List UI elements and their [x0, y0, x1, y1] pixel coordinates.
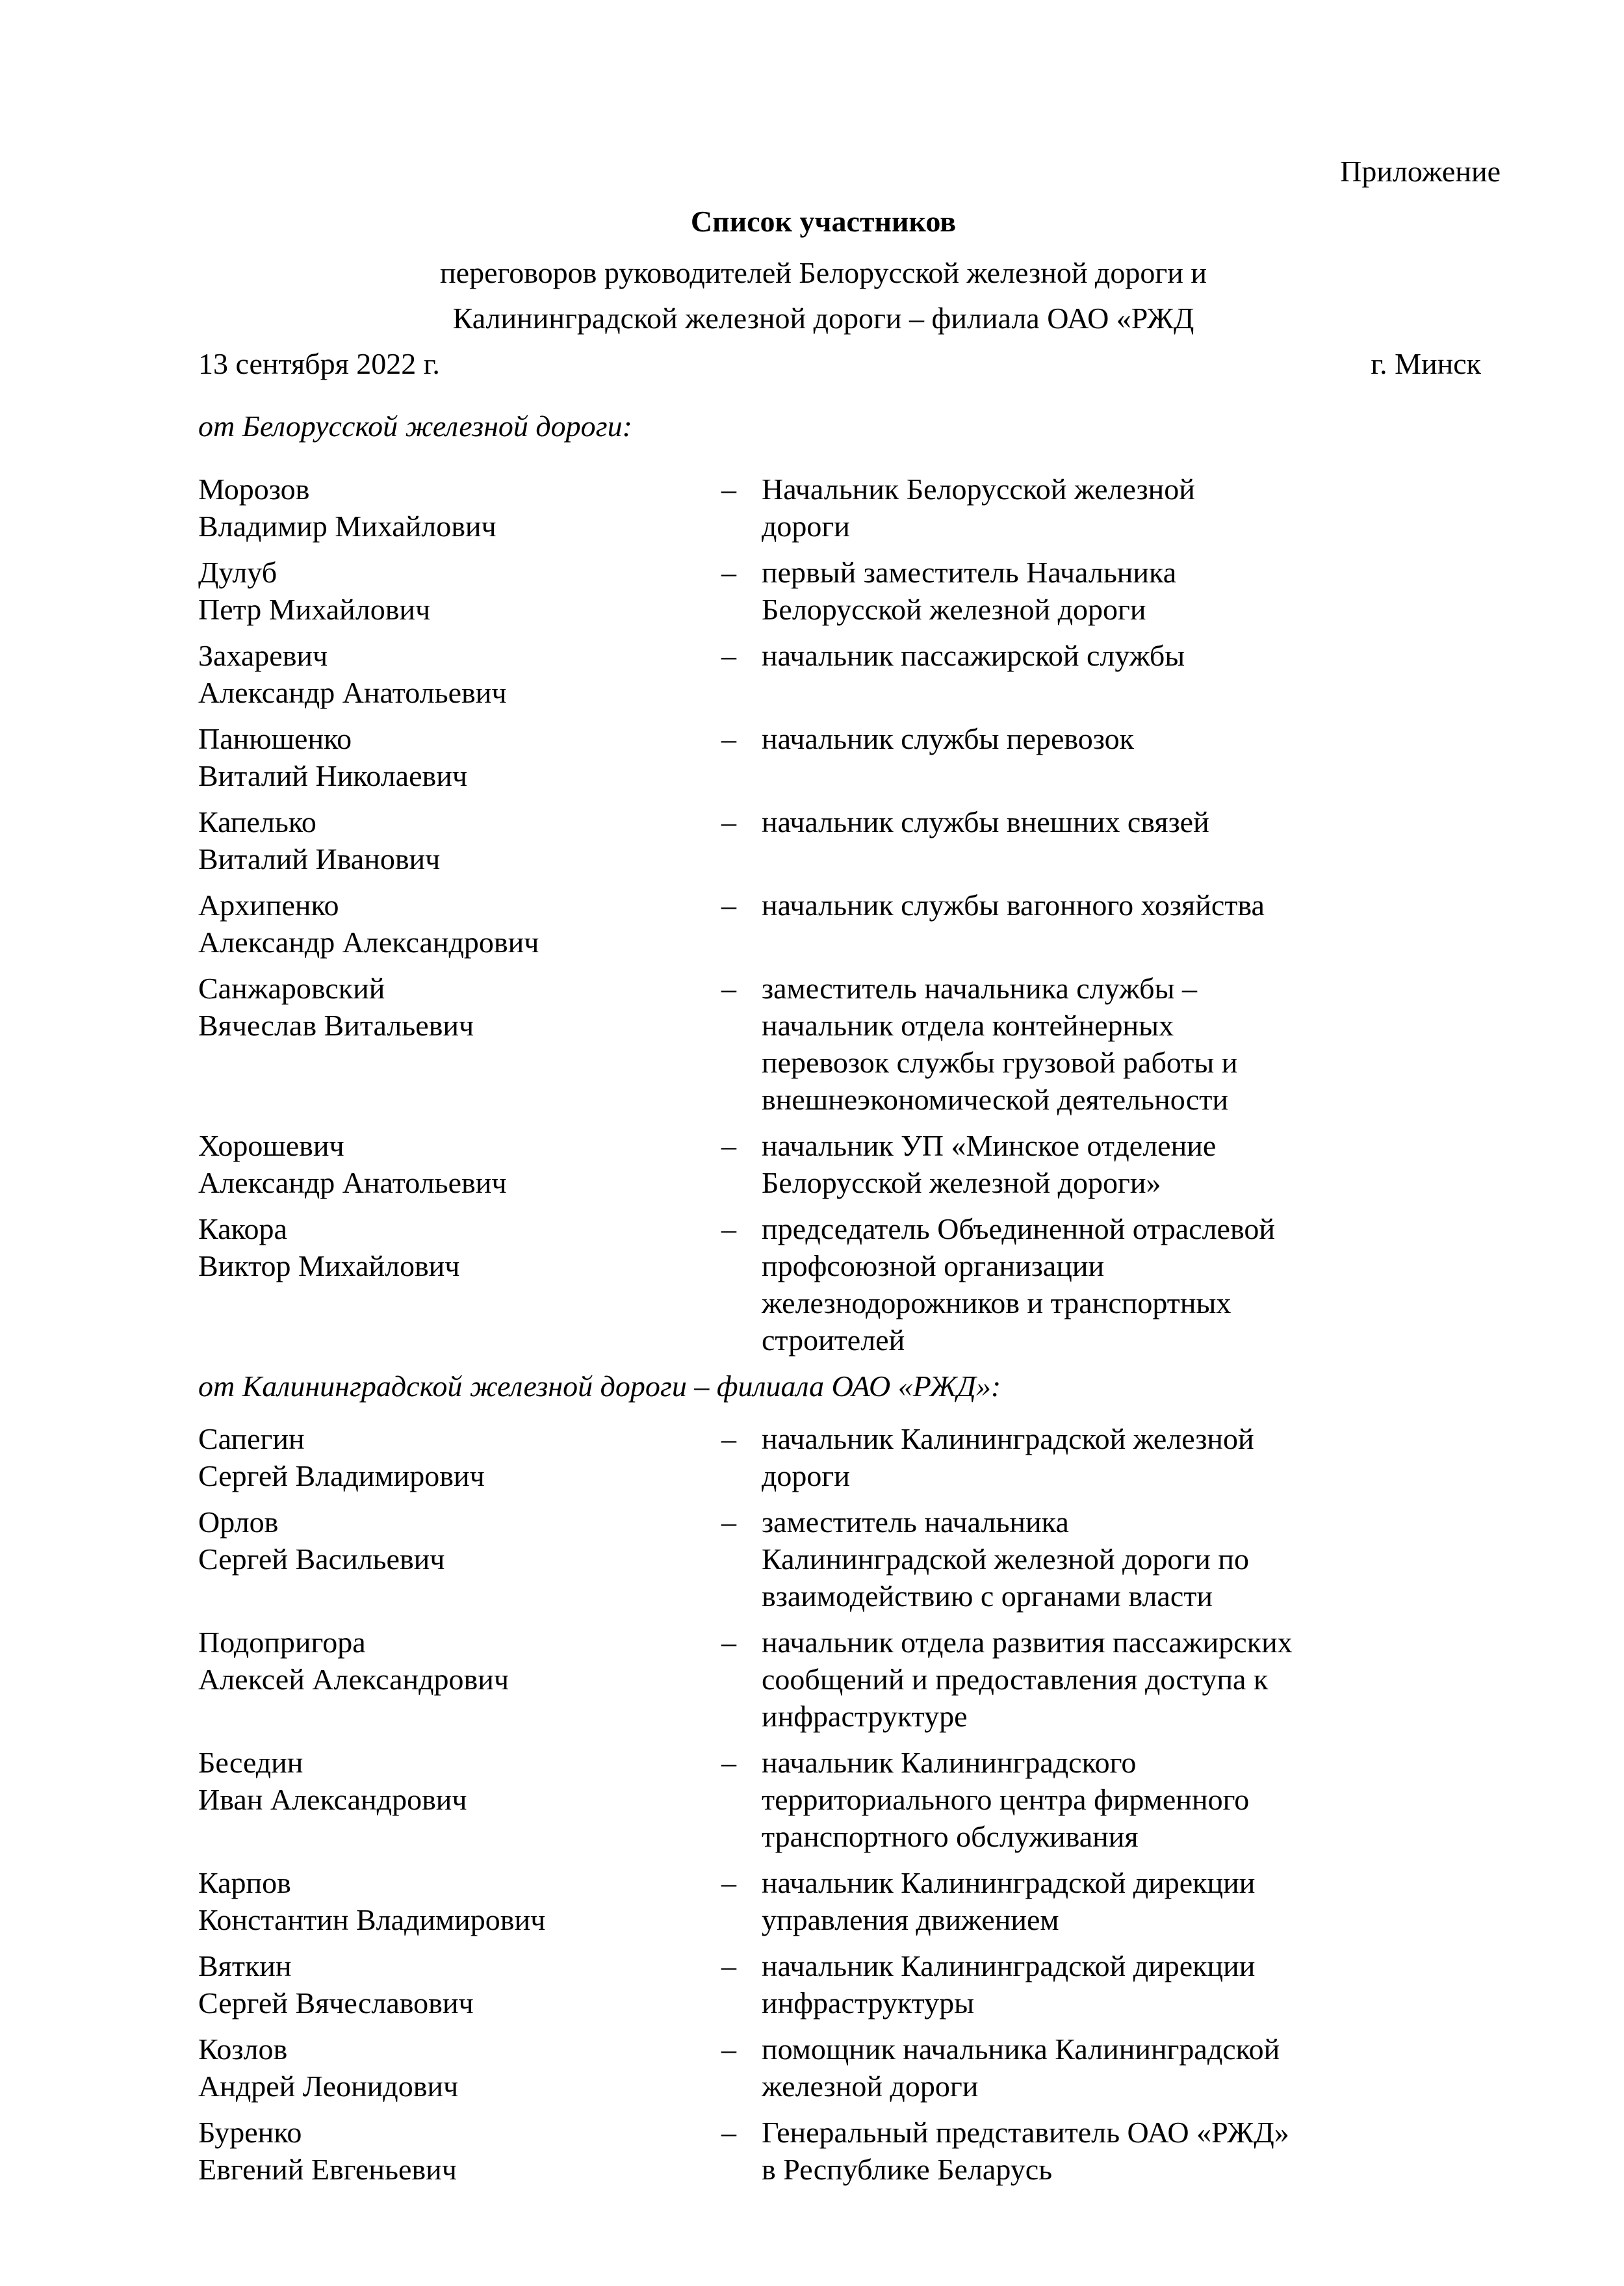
participant-position-lines: начальник службы вагонного хозяйства: [762, 889, 1265, 922]
participant-given-names: Петр Михайлович: [198, 593, 431, 626]
participant-position: [721, 1127, 1540, 1201]
participant-position-lines: заместитель начальника службы – начальник отдела контейнерных перевозок службы грузовой работы и внешнеэкономической деятельности: [762, 972, 1238, 1116]
participant-position-lines: начальник службы перевозок: [762, 722, 1135, 755]
participant-position: [721, 1420, 1540, 1494]
participant-row: [198, 970, 1540, 1118]
participant-given-names: Вячеслав Витальевич: [198, 1009, 474, 1042]
participant-name: [198, 1420, 721, 1494]
dash-separator: –: [721, 1866, 736, 1899]
participant-position-lines: Начальник Белорусской железной дороги: [762, 473, 1195, 543]
participant-name: [198, 637, 721, 711]
document-subtitle: переговоров руководителей Белорусской железной дороги и Калининградской железной дороги – филиала ОАО «РЖД: [440, 256, 1207, 335]
participant-row: [198, 720, 1540, 794]
dash-separator: –: [721, 1746, 736, 1779]
participant-position-lines: начальник Калининградской дирекции управления движением: [762, 1866, 1256, 1936]
participant-position-lines: начальник пассажирской службы: [762, 639, 1185, 672]
participant-position-lines: начальник Калининградской железной дороги: [762, 1422, 1254, 1492]
participant-name: [198, 887, 721, 961]
participant-position: [721, 1503, 1540, 1615]
participant-position-lines: начальник Калининградской дирекции инфраструктуры: [762, 1949, 1256, 2020]
participant-row: [198, 1744, 1540, 1855]
participant-position: [721, 887, 1540, 961]
participant-position-lines: начальник отдела развития пассажирских сообщений и предоставления доступа к инфраструктуре: [762, 1626, 1293, 1733]
participants-list-kaliningrad-railway: [198, 1420, 1540, 2188]
participant-position: [721, 1210, 1540, 1358]
participant-name: [198, 2114, 721, 2188]
participant-name: [198, 1744, 721, 1855]
participant-surname: Сапегин: [198, 1422, 305, 1455]
participant-position: [721, 471, 1540, 545]
participant-position: [721, 1744, 1540, 1855]
appendix-label: Приложение: [1340, 155, 1501, 188]
dash-separator: –: [721, 1422, 736, 1455]
participant-surname: Капелько: [198, 805, 316, 838]
participant-surname: Козлов: [198, 2033, 288, 2066]
participant-position: [721, 637, 1540, 711]
participant-position-lines: помощник начальника Калининградской железной дороги: [762, 2033, 1280, 2103]
dash-separator: –: [721, 805, 736, 838]
participant-given-names: Сергей Владимирович: [198, 1459, 485, 1492]
participants-list-belarusian-railway: [198, 471, 1540, 1358]
dash-separator: –: [721, 556, 736, 589]
participant-surname: Подопригора: [198, 1626, 366, 1659]
participant-row: [198, 1947, 1540, 2021]
document-title: Список участников: [690, 205, 957, 238]
participant-position: [721, 1947, 1540, 2021]
participant-name: [198, 1864, 721, 1938]
participant-row: [198, 1503, 1540, 1615]
dash-separator: –: [721, 2116, 736, 2149]
participant-given-names: Сергей Васильевич: [198, 1542, 445, 1576]
participant-given-names: Виталий Николаевич: [198, 759, 467, 792]
section-heading-kaliningrad-railway: от Калининградской железной дороги – филиала ОАО «РЖД»:: [198, 1370, 1001, 1403]
participant-surname: Панюшенко: [198, 722, 352, 755]
dash-separator: –: [721, 1212, 736, 1245]
dash-separator: –: [721, 2033, 736, 2066]
participant-given-names: Виталий Иванович: [198, 842, 441, 876]
date-place-row: [198, 341, 1540, 387]
participant-row: [198, 554, 1540, 628]
participant-given-names: Виктор Михайлович: [198, 1249, 460, 1282]
participant-given-names: Константин Владимирович: [198, 1903, 546, 1936]
participant-surname: Санжаровский: [198, 972, 385, 1005]
participant-given-names: Александр Анатольевич: [198, 676, 507, 709]
participant-position-lines: первый заместитель Начальника Белорусской железной дороги: [762, 556, 1177, 626]
participant-given-names: Сергей Вячеславович: [198, 1986, 474, 2020]
participant-row: [198, 1864, 1540, 1938]
participant-row: [198, 1624, 1540, 1735]
dash-separator: –: [721, 639, 736, 672]
participant-position-lines: заместитель начальника Калининградской железной дороги по взаимодействию с органами власти: [762, 1505, 1249, 1613]
section-heading-belarusian-railway: от Белорусской железной дороги:: [198, 409, 632, 443]
participant-position-lines: начальник УП «Минское отделение Белорусской железной дороги»: [762, 1129, 1217, 1199]
participant-position-lines: начальник службы внешних связей: [762, 805, 1209, 838]
participant-given-names: Андрей Леонидович: [198, 2070, 459, 2103]
participant-row: [198, 471, 1540, 545]
participant-position: [721, 720, 1540, 794]
participant-given-names: Владимир Михайлович: [198, 510, 496, 543]
participant-row: [198, 1127, 1540, 1201]
participant-name: [198, 2031, 721, 2105]
participant-given-names: Иван Александрович: [198, 1783, 467, 1816]
dash-separator: –: [721, 473, 736, 506]
participant-position-lines: Генеральный представитель ОАО «РЖД» в Республике Беларусь: [762, 2116, 1289, 2186]
dash-separator: –: [721, 1949, 736, 1982]
participant-surname: Какора: [198, 1212, 287, 1245]
participant-name: [198, 1947, 721, 2021]
participant-row: [198, 2031, 1540, 2105]
participant-surname: Орлов: [198, 1505, 279, 1539]
dash-separator: –: [721, 1129, 736, 1162]
participant-given-names: Александр Анатольевич: [198, 1166, 507, 1199]
dash-separator: –: [721, 1626, 736, 1659]
participant-position-lines: председатель Объединенной отраслевой профсоюзной организации железнодорожников и транспортных строителей: [762, 1212, 1275, 1357]
participant-position: [721, 1864, 1540, 1938]
dash-separator: –: [721, 889, 736, 922]
participant-surname: Морозов: [198, 473, 310, 506]
participant-surname: Дулуб: [198, 556, 277, 589]
participant-row: [198, 1420, 1540, 1494]
participant-position-lines: начальник Калининградского территориального центра фирменного транспортного обслуживания: [762, 1746, 1250, 1853]
participant-position: [721, 1624, 1540, 1735]
participant-surname: Беседин: [198, 1746, 303, 1779]
participant-surname: Вяткин: [198, 1949, 292, 1982]
place-text: г. Минск: [1371, 347, 1481, 380]
participant-name: [198, 1624, 721, 1735]
participant-position: [721, 2114, 1540, 2188]
participant-given-names: Евгений Евгеньевич: [198, 2153, 457, 2186]
participant-name: [198, 970, 721, 1118]
participant-position: [721, 803, 1540, 877]
participant-surname: Буренко: [198, 2116, 302, 2149]
date-text: 13 сентября 2022 г.: [198, 347, 440, 380]
participant-row: [198, 1210, 1540, 1358]
participant-row: [198, 2114, 1540, 2188]
dash-separator: –: [721, 972, 736, 1005]
dash-separator: –: [721, 722, 736, 755]
participant-name: [198, 554, 721, 628]
participant-given-names: Алексей Александрович: [198, 1663, 509, 1696]
participant-surname: Хорошевич: [198, 1129, 344, 1162]
participant-row: [198, 887, 1540, 961]
participant-surname: Карпов: [198, 1866, 291, 1899]
participant-name: [198, 720, 721, 794]
participant-name: [198, 1127, 721, 1201]
participant-name: [198, 803, 721, 877]
participant-position: [721, 2031, 1540, 2105]
participant-name: [198, 1210, 721, 1358]
participant-name: [198, 1503, 721, 1615]
participant-name: [198, 471, 721, 545]
participant-surname: Архипенко: [198, 889, 339, 922]
participant-position: [721, 554, 1540, 628]
participant-surname: Захаревич: [198, 639, 328, 672]
participant-row: [198, 803, 1540, 877]
participant-position: [721, 970, 1540, 1118]
participant-given-names: Александр Александрович: [198, 926, 539, 959]
participant-row: [198, 637, 1540, 711]
dash-separator: –: [721, 1505, 736, 1539]
document-header: [198, 203, 1540, 341]
